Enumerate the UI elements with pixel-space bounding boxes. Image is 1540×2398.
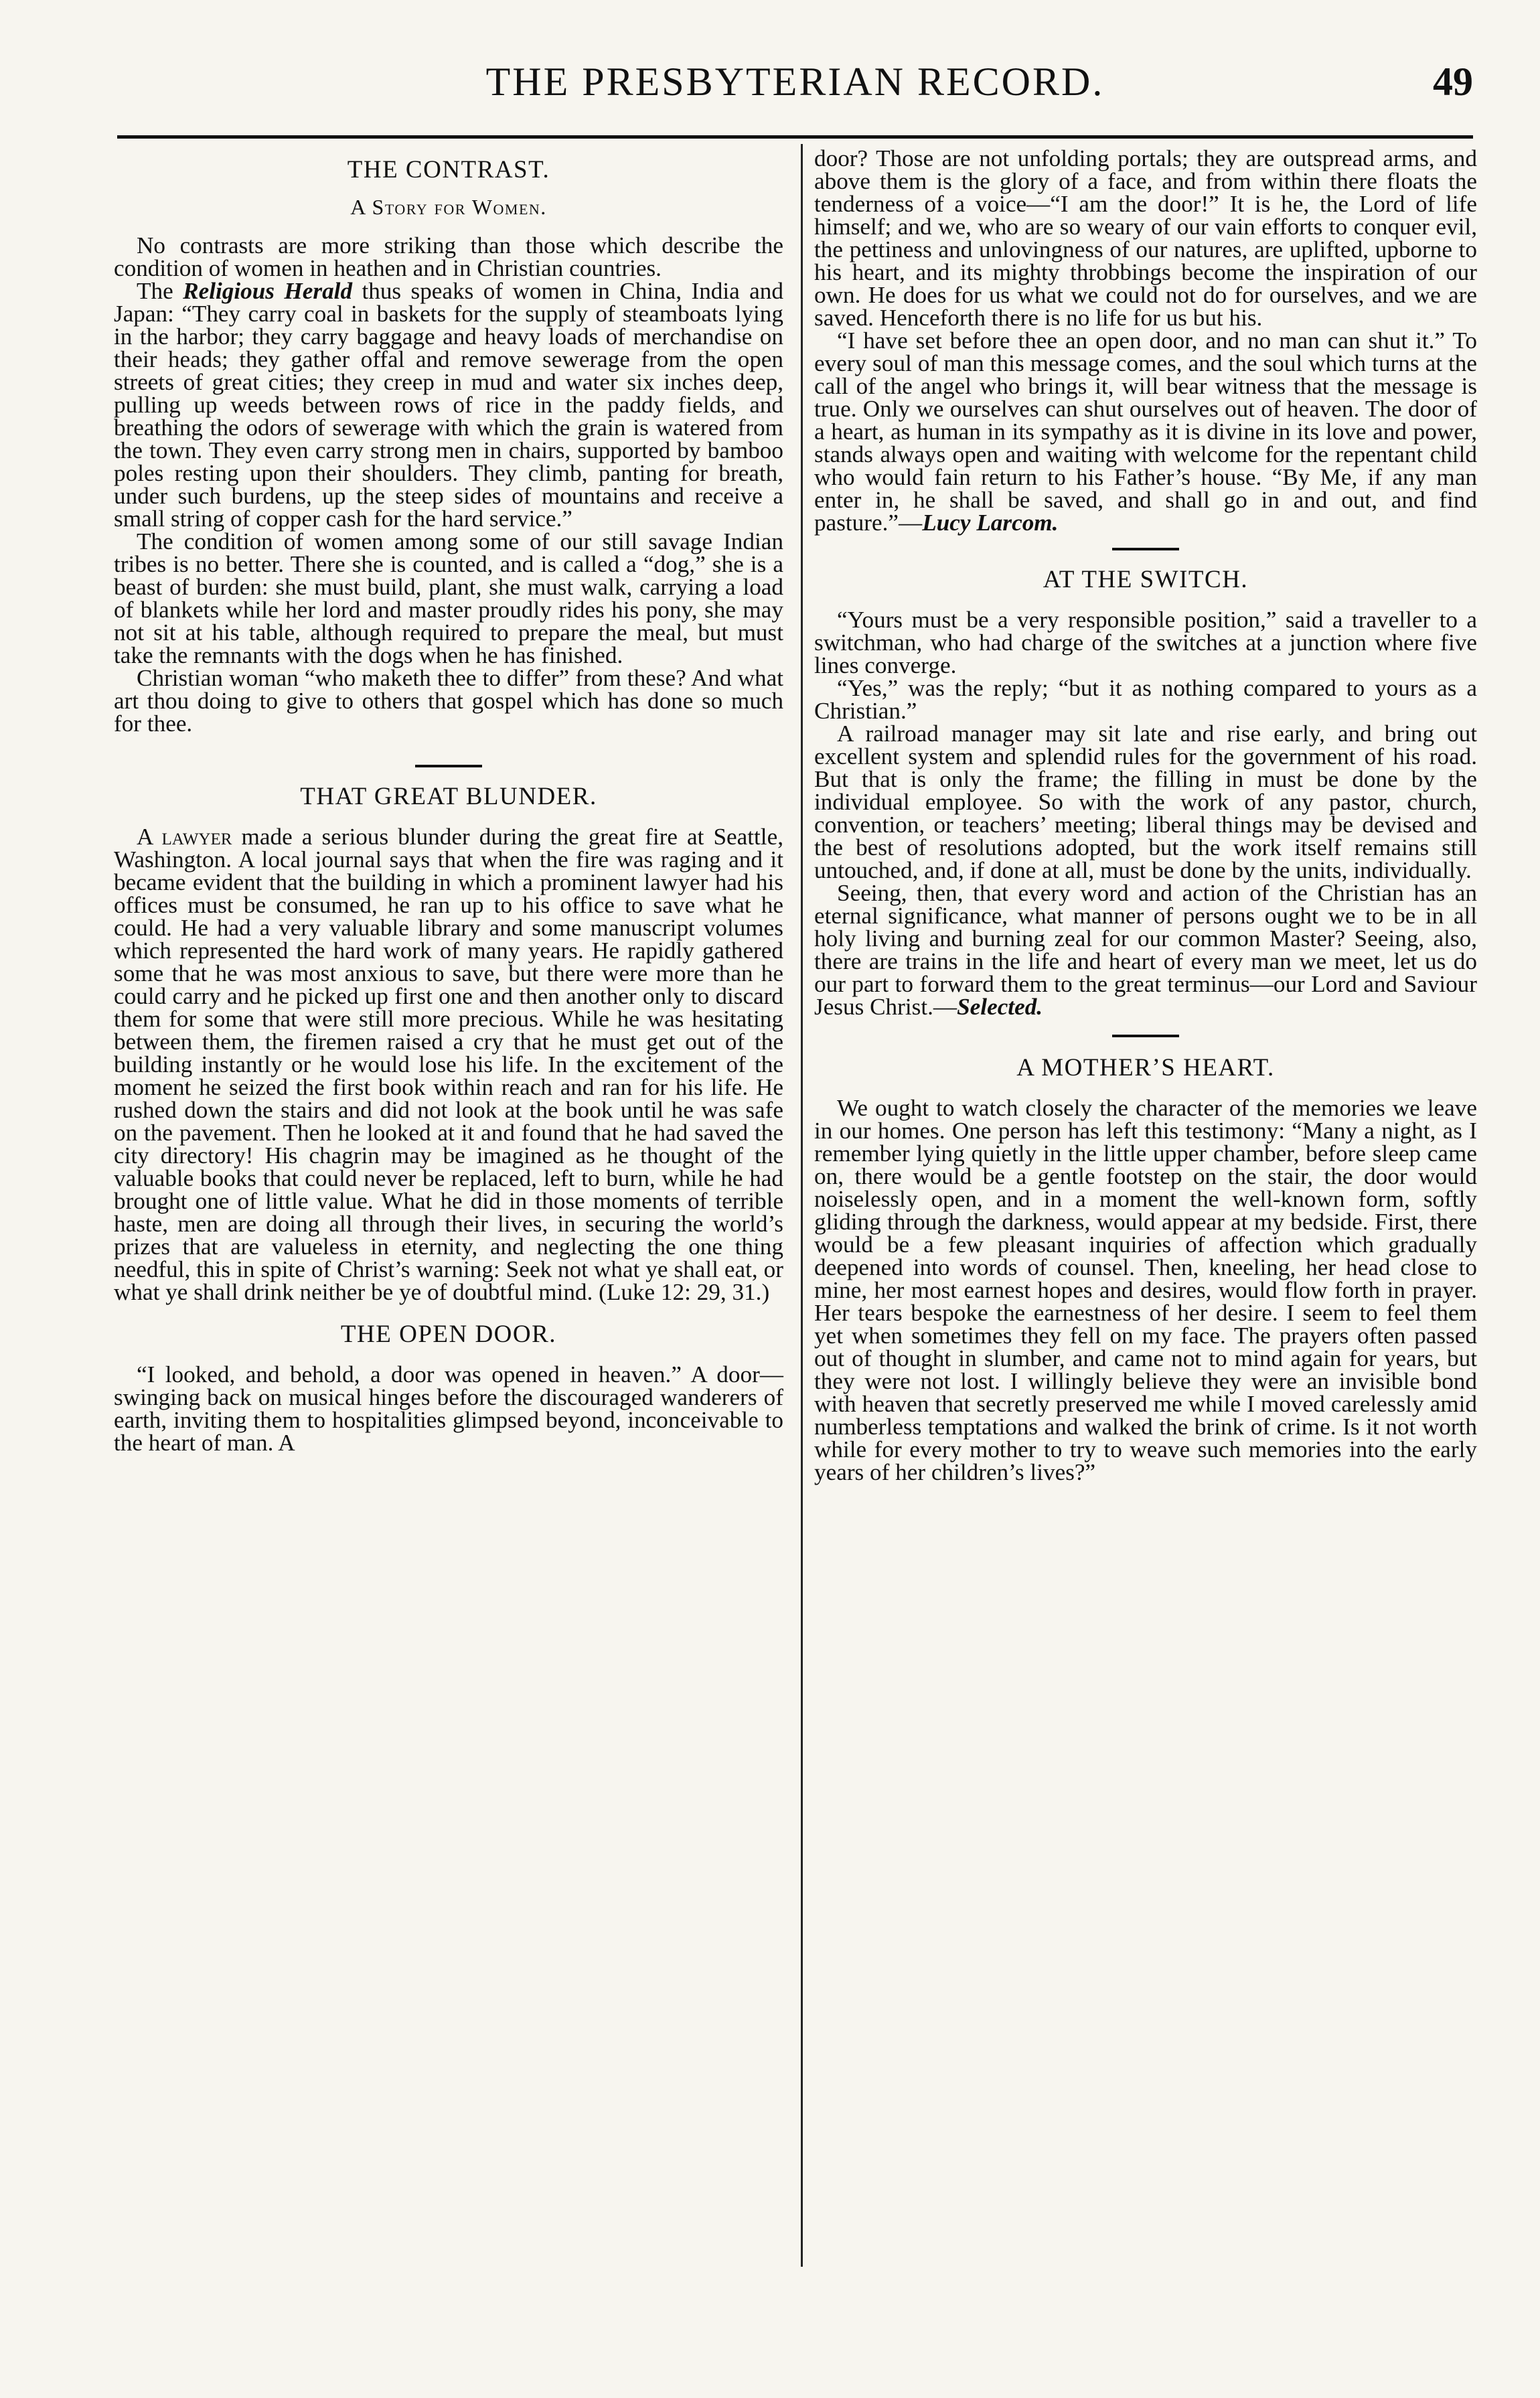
article-title-blunder: THAT GREAT BLUNDER.	[300, 783, 597, 810]
contrast-p2-body: thus speaks of women in China, India and Japan: “They carry coal in baskets for the supply of steamboats lying in the harbor; they carry baggage and heavy loads of merchandise on their heads; they gather offal and remove sewerage from the open streets of great cities; they creep in mud and water six inches deep, pulling up weeds between rows of rice in the paddy fields, and breathing the odors of sewerage with which the grain is watered from the town. They even carry strong men in chairs, supported by bamboo poles resting upon their shoulders. They climb, panting for breath, under such burdens, up the steep sides of mountains and receive a small string of copper cash for the hard service.”	[114, 278, 783, 532]
left-column	[114, 147, 783, 1454]
article-title-mother: A MOTHER’S HEART.	[1016, 1054, 1275, 1081]
switch-paragraph-2: “Yes,” was the reply; “but it as nothing compared to yours as a Christian.”	[814, 675, 1477, 724]
open-door-continuation: door? Those are not unfolding portals; they are outspread arms, and above them is the glory of a face, and from within there floats the tenderness of a voice—“I am the door!” It is he, the Lord of life himself; and we, who are so weary of our vain efforts to conquer evil, the pettiness and unlovingness of our natures, are uplifted, upborne to his heart, and its mighty throbbings become the inspiration of our own. He does for us what we could not do for ourselves, and we are saved. Henceforth there is no life for us but his.	[814, 145, 1477, 331]
switch-p4-body: Seeing, then, that every word and action of the Christian has an eternal significance, what manner of persons ought we to be in all holy living and burning zeal for our common Master? Seeing, also, there are trains in the life and heart of every man we meet, let us do our part to forward them to the great terminus—our Lord and Saviour Jesus Christ.—	[814, 880, 1477, 1020]
religious-herald-title: Religious Herald	[183, 278, 353, 304]
open-door-paragraph-1: “I looked, and behold, a door was opened in heaven.” A door—swinging back on musical hinges before the discouraged wanderers of earth, inviting them to hospitalities glimpsed beyond, inconceivable to the heart of man. A	[114, 1361, 783, 1456]
attribution-lucy-larcom: Lucy Larcom.	[922, 510, 1059, 536]
blunder-body: made a serious blunder during the great fire at Seattle, Washington. A local journal says that when the fire was raging and it became evident that the building in which a prominent lawyer had his offices must be consumed, he ran up to his office to save what he could. He had a very valuable library and some manuscript volumes which represented the hard work of many years. He rapidly gathered some that he was most anxious to save, but there were more than he could carry and he picked up first one and then another only to discard them for some that were still more precious. While he was hesitating between them, the firemen raised a cry that he must get out of the building instantly or he would lose his life. In the excitement of the moment he seized the first book within reach and ran for his life. He rushed down the stairs and did not look at the book until he was safe on the pavement. Then he looked at it and found that he had saved the city directory! His chagrin may be imagined as he thought of the valuable books that could never be replaced, left to burn, while he had brought one of little value. What he did in those moments of terrible haste, men are doing all through their lives, in securing the world’s prizes that are valueless in eternity, and neglecting the one thing needful, this in spite of Christ’s warning: Seek not what ye shall eat, or what ye shall drink neither be ye of doubtful mind. (Luke 12: 29, 31.)	[114, 824, 783, 1305]
section-separator	[1112, 1035, 1179, 1037]
article-subtitle-contrast: A Story for Women.	[350, 195, 547, 219]
column-rule	[801, 144, 803, 2267]
article-title-switch: AT THE SWITCH.	[1043, 566, 1249, 593]
section-separator	[1112, 548, 1179, 550]
section-separator	[415, 765, 482, 767]
publication-title: THE PRESBYTERIAN RECORD.	[485, 60, 1105, 104]
contrast-p2-pre: The	[137, 278, 183, 304]
open-door-p2-body: “I have set before thee an open door, and no man can shut it.” To every soul of man this message comes, and the soul which turns at the call of the angel who brings it, will bear witness that the message is true. Only we ourselves can shut ourselves out of heaven. The door of a heart, as human in its sympathy as it is divine in its love and power, stands always open and waiting with welcome for the repentant child who would fain return to his Father’s house. “By Me, if any man enter in, he shall be saved, and shall go in and out, and find pasture.”—	[814, 327, 1477, 536]
article-title-contrast: THE CONTRAST.	[347, 156, 550, 183]
article-title-open-door: THE OPEN DOOR.	[340, 1321, 557, 1348]
contrast-paragraph-3: The condition of women among some of our still savage Indian tribes is no better. There she is counted, and is called a “dog,” she is a beast of burden: she must build, plant, she must walk, carrying a load of blankets while her lord and master proudly rides his pony, she may not sit at his table, although required to prepare the meal, but must take the remnants with the dogs when he has finished.	[114, 528, 783, 668]
switch-paragraph-4	[814, 882, 1477, 1019]
contrast-paragraph-2	[114, 280, 783, 530]
mother-paragraph-1: We ought to watch closely the character of the memories we leave in our homes. One person has left this testimony: “Many a night, as I remember lying quietly in the little upper chamber, before sleep came on, there would be a gentle footstep on the stair, the door would noiselessly open, and in a moment the well-known form, softly gliding through the darkness, would appear at my bedside. First, there would be a few pleasant inquiries of affection which gradually deepened into words of counsel. Then, kneeling, her head close to mine, her most earnest hopes and desires, would flow forth in prayer. Her tears bespoke the earnestness of her desire. I seem to feel them yet when sometimes they fell on my face. The prayers often passed out of thought in slumber, and came not to mind again for years, but they were not lost. I willingly believe they were an invisible bond with heaven that secretly preserved me while I moved carelessly amid numberless temptations and walked the brink of crime. Is it not worth while for every mother to try to weave such memories into the early years of her children’s lives?”	[814, 1095, 1477, 1485]
header-rule	[117, 135, 1473, 139]
switch-paragraph-1: “Yours must be a very responsible position,” said a traveller to a switchman, who had charge of the switches at a junction where five lines converge.	[814, 607, 1477, 678]
contrast-paragraph-4: Christian woman “who maketh thee to differ” from these? And what art thou doing to give to others that gospel which has done so much for thee.	[114, 665, 783, 737]
open-door-paragraph-2	[814, 329, 1477, 534]
contrast-paragraph-1: No contrasts are more striking than those which describe the condition of women in heathen and in Christian countries.	[114, 232, 783, 281]
attribution-selected: Selected.	[957, 994, 1043, 1020]
blunder-paragraph-1	[114, 826, 783, 1304]
masthead	[117, 59, 1473, 113]
blunder-lead-words: A lawyer	[137, 824, 232, 850]
right-column	[814, 147, 1477, 1484]
page-number: 49	[1433, 60, 1473, 104]
switch-paragraph-3: A railroad manager may sit late and rise early, and bring out excellent system and splendid rules for the government of his road. But that is only the frame; the filling in must be done by the individual employee. So with the work of any pastor, church, convention, or teachers’ meeting; liberal things may be devised and the best of resolutions adopted, but the work itself remains still untouched, and, if done at all, must be done by the units, individually.	[814, 721, 1477, 883]
